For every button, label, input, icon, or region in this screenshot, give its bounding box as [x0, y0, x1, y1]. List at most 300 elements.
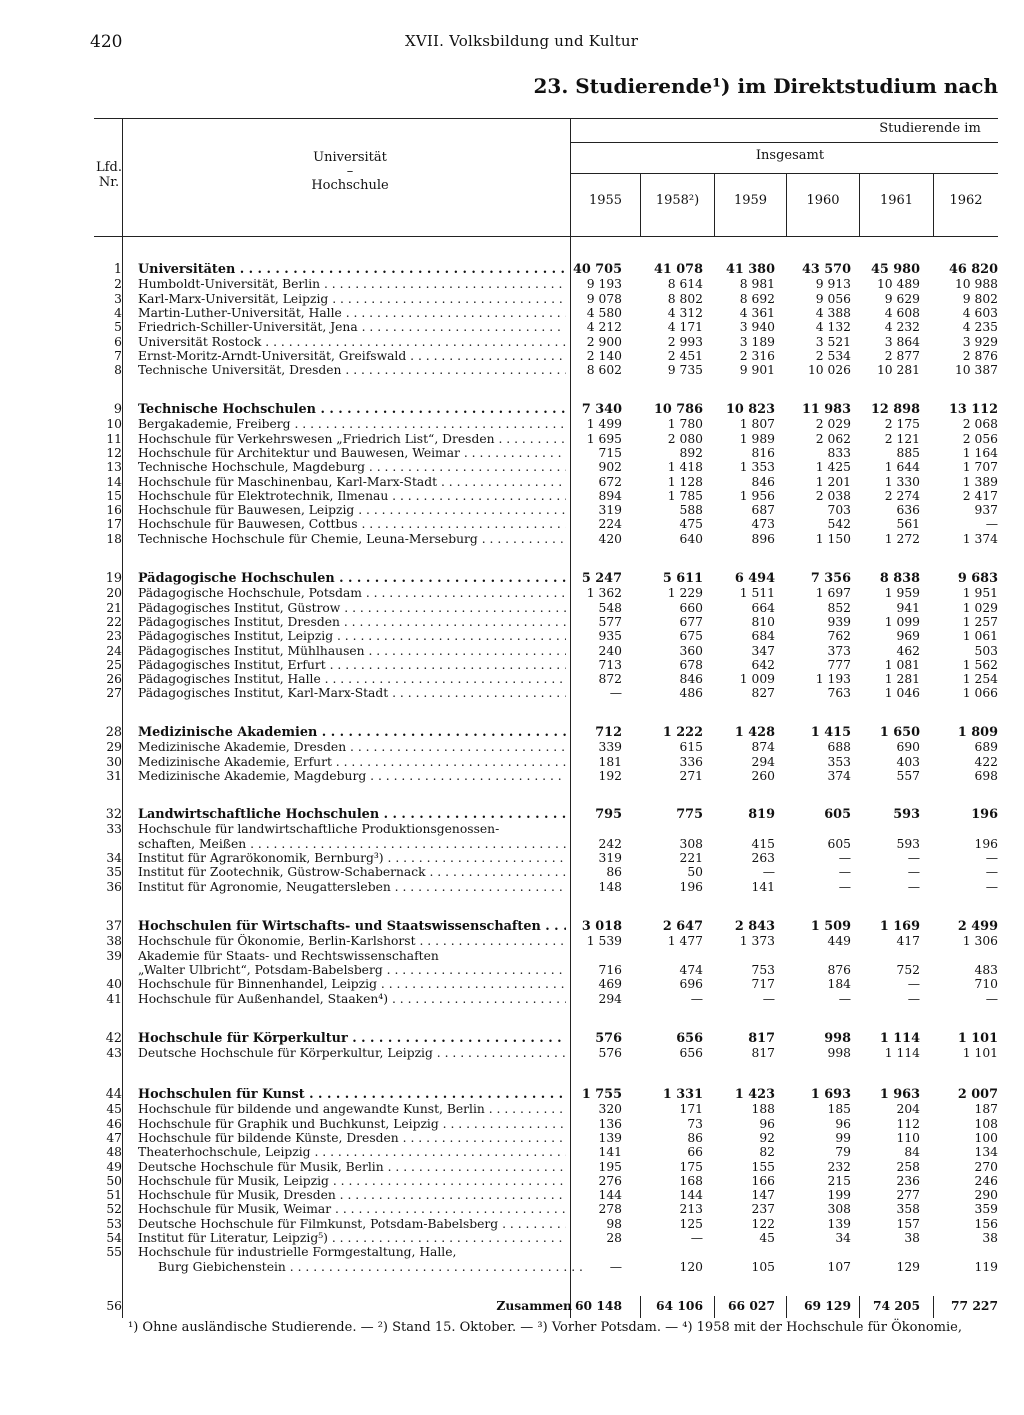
cell-value: 8 602 — [586, 363, 622, 378]
cell-value: 896 — [751, 531, 775, 546]
row-number: 11 — [106, 431, 122, 446]
table-row — [0, 1217, 1024, 1231]
table-row — [0, 615, 1024, 629]
cell-value: 817 — [751, 1046, 775, 1061]
row-number: 1 — [113, 262, 122, 277]
cell-value: 96 — [759, 1116, 775, 1131]
table-row — [0, 446, 1024, 460]
cell-value: 795 — [595, 807, 622, 822]
cell-value: 45 980 — [871, 262, 920, 277]
institution-name — [138, 1160, 566, 1174]
cell-value: 640 — [679, 531, 703, 546]
cell-value: 717 — [751, 977, 775, 992]
cell-value: 373 — [827, 643, 851, 658]
institution-name — [138, 320, 566, 334]
table-row — [0, 822, 1024, 836]
row-number: 49 — [106, 1159, 122, 1174]
institution-name — [138, 672, 566, 686]
cell-value: 41 380 — [726, 262, 775, 277]
institution-name-text: Hochschulen für Wirtschafts- und Staatswissenschaften — [138, 920, 541, 934]
row-number: 52 — [106, 1202, 122, 1217]
row-number: 5 — [114, 320, 122, 335]
institution-name-text: Hochschule für Elektrotechnik, Ilmenau — [138, 488, 389, 503]
cell-value: 9 056 — [815, 291, 851, 306]
row-number: 9 — [113, 402, 122, 417]
cell-value: 77 227 — [950, 1298, 998, 1313]
cell-value: 4 171 — [667, 320, 703, 335]
table-row — [0, 934, 1024, 948]
cell-value: 308 — [679, 836, 703, 851]
cell-value: 79 — [835, 1145, 851, 1160]
cell-value: 2 843 — [734, 919, 775, 934]
row-number: 26 — [106, 672, 122, 687]
table-row — [0, 1160, 1024, 1174]
cell-value: 38 — [982, 1231, 998, 1245]
cell-value: 1 650 — [879, 725, 920, 740]
cell-value: 775 — [676, 807, 703, 822]
institution-name-text: Medizinische Akademie, Erfurt — [138, 754, 332, 769]
cell-value: 10 988 — [954, 277, 998, 292]
cell-value: 166 — [751, 1173, 775, 1188]
row-number: 35 — [106, 865, 122, 880]
cell-value: 937 — [974, 503, 998, 518]
cell-value: 2 140 — [586, 348, 622, 363]
cell-value: 112 — [896, 1116, 920, 1131]
institution-name — [138, 263, 566, 277]
cell-value: 374 — [827, 768, 851, 783]
cell-value: 846 — [751, 474, 775, 489]
institution-name-text: Hochschule für Architektur und Bauwesen, Weimar — [138, 445, 460, 460]
cell-value: 675 — [679, 629, 703, 644]
cell-value: 105 — [751, 1259, 775, 1274]
cell-value: 12 898 — [871, 402, 920, 417]
row-number: 12 — [106, 445, 122, 460]
institution-name — [138, 644, 566, 658]
institution-name — [138, 920, 566, 934]
cell-value: 1 511 — [739, 586, 775, 601]
row-number: 3 — [114, 291, 122, 306]
cell-value: — — [985, 850, 998, 865]
cell-value: 98 — [606, 1216, 622, 1231]
table-row — [0, 963, 1024, 977]
cell-value: 833 — [827, 445, 851, 460]
cell-value: 2 038 — [815, 488, 851, 503]
table-row — [0, 1145, 1024, 1159]
cell-value: 10 281 — [876, 363, 920, 378]
row-number: 38 — [106, 934, 122, 949]
cell-value: 1 697 — [815, 586, 851, 601]
institution-name — [138, 335, 566, 349]
cell-value: 483 — [974, 962, 998, 977]
row-number: 33 — [106, 822, 122, 837]
cell-value: 139 — [827, 1216, 851, 1231]
table-row — [0, 977, 1024, 991]
group-total-row — [0, 1032, 1024, 1046]
cell-value: — — [838, 865, 851, 880]
cell-value: 1 201 — [815, 474, 851, 489]
cell-value: 168 — [679, 1173, 703, 1188]
cell-value: 684 — [751, 629, 775, 644]
table-row — [0, 475, 1024, 489]
institution-name — [138, 1117, 566, 1131]
cell-value: 290 — [974, 1188, 998, 1203]
cell-value: 139 — [598, 1130, 622, 1145]
institution-name — [138, 292, 566, 306]
cell-value: — — [762, 991, 775, 1006]
cell-value: 319 — [598, 503, 622, 518]
cell-value: 7 356 — [810, 571, 851, 586]
institution-name-text: Hochschule für Maschinenbau, Karl-Marx-Stadt — [138, 474, 438, 489]
cell-value: 107 — [827, 1259, 851, 1274]
cell-value: 1 306 — [962, 934, 998, 949]
row-number: 39 — [106, 948, 122, 963]
row-number: 20 — [106, 586, 122, 601]
cell-value: 11 983 — [802, 402, 851, 417]
table-row — [0, 432, 1024, 446]
institution-name — [138, 446, 566, 460]
cell-value: 6 494 — [734, 571, 775, 586]
institution-name-text: Medizinische Akademie, Magdeburg — [138, 768, 367, 783]
cell-value: 196 — [679, 879, 703, 894]
cell-value: 548 — [598, 600, 622, 615]
institution-name — [138, 1217, 566, 1231]
cell-value: 1 374 — [962, 531, 998, 546]
cell-value: 10 387 — [954, 363, 998, 378]
cell-value: 240 — [598, 643, 622, 658]
header-hochschule: Hochschule — [311, 178, 389, 193]
cell-value: 86 — [687, 1130, 703, 1145]
institution-name — [138, 629, 566, 643]
cell-value: 810 — [751, 614, 775, 629]
institution-name — [138, 572, 566, 586]
cell-value: 122 — [751, 1216, 775, 1231]
cell-value: 38 — [904, 1231, 920, 1245]
cell-value: 110 — [896, 1130, 920, 1145]
cell-value: 716 — [598, 962, 622, 977]
cell-value: 939 — [827, 614, 851, 629]
page-number: 420 — [90, 32, 123, 52]
group-total-row — [0, 726, 1024, 740]
institution-name-text: Martin-Luther-Universität, Halle — [138, 305, 342, 320]
row-number: 34 — [106, 850, 122, 865]
cell-value: 1 362 — [586, 586, 622, 601]
cell-value: 236 — [896, 1173, 920, 1188]
cell-value: 336 — [679, 754, 703, 769]
institution-name — [138, 403, 566, 417]
cell-value: 689 — [974, 740, 998, 755]
table-row — [0, 586, 1024, 600]
table-row — [0, 532, 1024, 546]
cell-value: 1 281 — [884, 672, 920, 687]
cell-value: 1 389 — [962, 474, 998, 489]
cell-value: 9 802 — [962, 291, 998, 306]
table-row — [0, 320, 1024, 334]
cell-value: 215 — [827, 1173, 851, 1188]
row-number: 55 — [106, 1245, 122, 1260]
cell-value: 4 232 — [884, 320, 920, 335]
institution-name-text: Institut für Agronomie, Neugattersleben — [138, 879, 391, 894]
cell-value: 45 — [759, 1231, 775, 1245]
cell-value: 876 — [827, 962, 851, 977]
cell-value: 141 — [598, 1145, 622, 1160]
cell-value: 319 — [598, 850, 622, 865]
cell-value: 593 — [896, 836, 920, 851]
cell-value: 134 — [974, 1145, 998, 1160]
cell-value: 276 — [598, 1173, 622, 1188]
table-row — [0, 349, 1024, 363]
row-number: 16 — [106, 503, 122, 518]
cell-value: — — [907, 865, 920, 880]
cell-value: 941 — [896, 600, 920, 615]
institution-name — [138, 503, 566, 517]
cell-value: 2 993 — [667, 334, 703, 349]
row-number: 43 — [106, 1046, 122, 1061]
institution-name-text: Bergakademie, Freiberg — [138, 417, 291, 432]
cell-value: 1 099 — [884, 614, 920, 629]
cell-value: 1 150 — [815, 531, 851, 546]
row-number: 10 — [106, 417, 122, 432]
cell-value: 3 189 — [739, 334, 775, 349]
row-number: 22 — [106, 614, 122, 629]
institution-name-text: Hochschule für Musik, Leipzig — [138, 1173, 329, 1188]
cell-value: 1 956 — [739, 488, 775, 503]
cell-value: 4 312 — [667, 305, 703, 320]
cell-value: 1 425 — [815, 460, 851, 475]
table-row — [0, 277, 1024, 291]
institution-name — [138, 755, 566, 769]
cell-value: 347 — [751, 643, 775, 658]
institution-name — [138, 306, 566, 320]
cell-value: 195 — [598, 1159, 622, 1174]
institution-name — [138, 1088, 566, 1102]
institution-name — [138, 1046, 566, 1060]
institution-name-text: Universitäten — [138, 263, 236, 277]
institution-name-text: Karl-Marx-Universität, Leipzig — [138, 291, 329, 306]
year-header: 1961 — [879, 193, 914, 208]
institution-name — [138, 769, 566, 783]
header-studierende-im: Studierende im — [879, 121, 981, 136]
institution-name-text: Landwirtschaftliche Hochschulen — [138, 808, 380, 822]
cell-value: 213 — [679, 1202, 703, 1217]
cell-value: — — [609, 1259, 622, 1274]
cell-value: 998 — [824, 1031, 851, 1046]
cell-value: 242 — [598, 836, 622, 851]
cell-value: 2 062 — [815, 431, 851, 446]
cell-value: 141 — [751, 879, 775, 894]
row-number: 45 — [106, 1102, 122, 1117]
cell-value: 359 — [974, 1202, 998, 1217]
institution-name-text: Hochschule für Musik, Dresden — [138, 1188, 336, 1203]
cell-value: 2 056 — [962, 431, 998, 446]
cell-value: 73 — [687, 1116, 703, 1131]
cell-value: 1 272 — [884, 531, 920, 546]
table-row — [0, 417, 1024, 431]
cell-value: 642 — [751, 657, 775, 672]
cell-value: 41 078 — [654, 262, 703, 277]
institution-name-text: Pädagogisches Institut, Erfurt — [138, 657, 326, 672]
institution-name-text: Technische Hochschule für Chemie, Leuna-Merseburg — [138, 531, 478, 546]
institution-name-text: Akademie für Staats- und Rechtswissenschaften — [138, 948, 439, 963]
table-row — [0, 363, 1024, 377]
cell-value: 9 735 — [667, 363, 703, 378]
cell-value: 69 129 — [803, 1298, 851, 1313]
cell-value: 1 193 — [815, 672, 851, 687]
cell-value: 656 — [676, 1031, 703, 1046]
cell-value: 278 — [598, 1202, 622, 1217]
row-number: 17 — [106, 517, 122, 532]
institution-name — [138, 865, 566, 879]
table-row — [0, 658, 1024, 672]
cell-value: — — [762, 865, 775, 880]
row-number: 48 — [106, 1145, 122, 1160]
table-row — [0, 629, 1024, 643]
institution-name-text: Institut für Literatur, Leipzig⁵) — [138, 1231, 328, 1245]
table-row — [0, 880, 1024, 894]
cell-value: 263 — [751, 850, 775, 865]
cell-value: 703 — [827, 503, 851, 518]
row-number: 46 — [106, 1116, 122, 1131]
row-number: 2 — [114, 277, 122, 292]
institution-name — [138, 1131, 566, 1145]
group-total-row — [0, 572, 1024, 586]
cell-value: 7 340 — [581, 402, 622, 417]
cell-value: 2 876 — [962, 348, 998, 363]
cell-value: 4 608 — [884, 305, 920, 320]
table-row — [0, 306, 1024, 320]
row-number: 15 — [106, 488, 122, 503]
running-head: XVII. Volksbildung und Kultur — [405, 32, 639, 50]
institution-name — [138, 586, 566, 600]
row-number: 7 — [114, 348, 122, 363]
cell-value: 2 534 — [815, 348, 851, 363]
cell-value: 1 066 — [962, 686, 998, 701]
cell-value: 82 — [759, 1145, 775, 1160]
header-lfd-nr: Lfd. Nr. — [96, 160, 122, 190]
institution-name — [138, 1231, 566, 1245]
cell-value: 3 940 — [739, 320, 775, 335]
institution-name-text: Friedrich-Schiller-Universität, Jena — [138, 320, 358, 335]
cell-value: 66 — [687, 1145, 703, 1160]
group-total-row — [0, 808, 1024, 822]
cell-value: 1 114 — [884, 1046, 920, 1061]
cell-value: 420 — [598, 531, 622, 546]
cell-value: 713 — [598, 657, 622, 672]
cell-value: 99 — [835, 1130, 851, 1145]
table-row — [0, 1202, 1024, 1216]
row-number: 21 — [106, 600, 122, 615]
institution-name-text: Deutsche Hochschule für Musik, Berlin — [138, 1159, 384, 1174]
institution-name-text: Hochschule für Bauwesen, Leipzig — [138, 503, 355, 518]
institution-name-text: Humboldt-Universität, Berlin — [138, 277, 321, 292]
total-label: Zusammen — [496, 1298, 572, 1313]
cell-value: 120 — [679, 1259, 703, 1274]
cell-value: 10 489 — [876, 277, 920, 292]
cell-value: 119 — [974, 1259, 998, 1274]
cell-value: 710 — [974, 977, 998, 992]
cell-value: 86 — [606, 865, 622, 880]
cell-value: 588 — [679, 503, 703, 518]
cell-value: 3 864 — [884, 334, 920, 349]
cell-value: 175 — [679, 1159, 703, 1174]
cell-value: 1 373 — [739, 934, 775, 949]
cell-value: 415 — [751, 836, 775, 851]
cell-value: 1 707 — [962, 460, 998, 475]
cell-value: 155 — [751, 1159, 775, 1174]
cell-value: 224 — [598, 517, 622, 532]
cell-value: 1 101 — [962, 1046, 998, 1061]
cell-value: 852 — [827, 600, 851, 615]
cell-value: 1 780 — [667, 417, 703, 432]
cell-value: 475 — [679, 517, 703, 532]
row-number: 41 — [106, 991, 122, 1006]
row-number: 29 — [106, 740, 122, 755]
cell-value: 4 580 — [586, 305, 622, 320]
cell-value: 1 509 — [810, 919, 851, 934]
row-number: 24 — [106, 643, 122, 658]
cell-value: 320 — [598, 1102, 622, 1117]
row-number: 42 — [105, 1031, 122, 1046]
cell-value: 752 — [896, 962, 920, 977]
row-number: 40 — [106, 977, 122, 992]
cell-value: 66 027 — [727, 1298, 775, 1313]
cell-value: 360 — [679, 643, 703, 658]
row-number: 27 — [106, 686, 122, 701]
cell-value: 2 877 — [884, 348, 920, 363]
cell-value: 108 — [974, 1116, 998, 1131]
cell-value: — — [985, 879, 998, 894]
institution-name-text: Ernst-Moritz-Arndt-Universität, Greifswald — [138, 348, 407, 363]
cell-value: — — [907, 991, 920, 1006]
institution-name — [138, 532, 566, 546]
row-number: 14 — [106, 474, 122, 489]
cell-value: 762 — [827, 629, 851, 644]
cell-value: 902 — [598, 460, 622, 475]
institution-name — [138, 658, 566, 672]
row-number: 50 — [106, 1173, 122, 1188]
cell-value: 40 705 — [573, 262, 622, 277]
cell-value: 1 951 — [962, 586, 998, 601]
year-header: 1962 — [949, 193, 983, 208]
cell-value: 1 009 — [739, 672, 775, 687]
cell-value: 5 247 — [581, 571, 622, 586]
table-row — [0, 851, 1024, 865]
cell-value: 2 900 — [586, 334, 622, 349]
group-total-row — [0, 403, 1024, 417]
cell-value: 874 — [751, 740, 775, 755]
institution-name-text: Hochschulen für Kunst — [138, 1088, 305, 1102]
institution-name-text: Pädagogisches Institut, Leipzig — [138, 629, 334, 644]
institution-name — [138, 1174, 566, 1188]
cell-value: 64 106 — [655, 1298, 703, 1313]
institution-name — [138, 363, 566, 377]
cell-value: 1 257 — [962, 614, 998, 629]
cell-value: 157 — [896, 1216, 920, 1231]
table-row — [0, 489, 1024, 503]
row-number: 36 — [106, 879, 122, 894]
cell-value: 605 — [824, 807, 851, 822]
group-total-row — [0, 920, 1024, 934]
table-row — [0, 335, 1024, 349]
institution-name-text: Hochschule für industrielle Formgestaltung, Halle, — [138, 1245, 457, 1260]
row-number: 47 — [106, 1130, 122, 1145]
year-header: 1960 — [806, 193, 840, 208]
cell-value: 192 — [598, 768, 622, 783]
institution-name-text: Pädagogisches Institut, Karl-Marx-Stadt — [138, 686, 389, 701]
institution-name-text: Pädagogische Hochschule, Potsdam — [138, 586, 362, 601]
cell-value: 232 — [827, 1159, 851, 1174]
institution-name — [138, 726, 566, 740]
cell-value: 2 499 — [957, 919, 998, 934]
